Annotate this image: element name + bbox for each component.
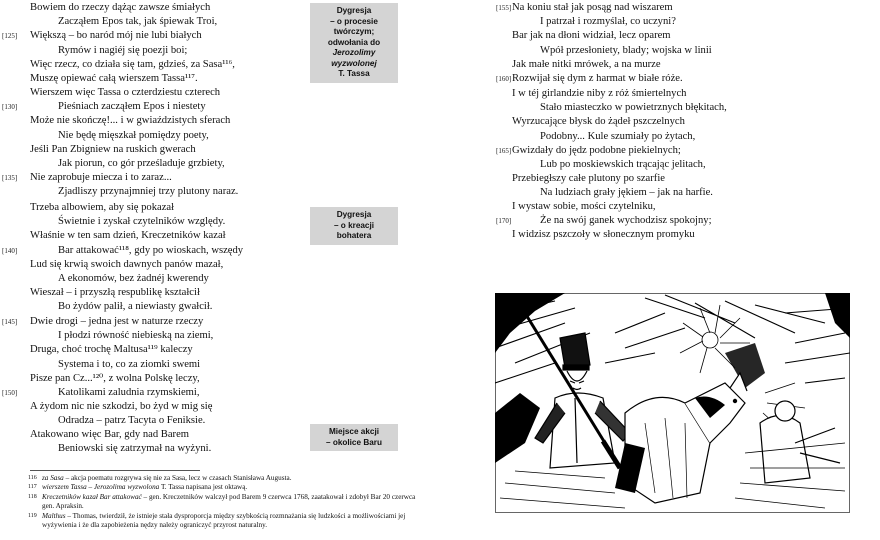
- verse-line: [512, 44, 872, 58]
- verse-line: [512, 228, 872, 242]
- verse-line: [30, 15, 280, 29]
- verse-line: [496, 144, 872, 158]
- gloss-line: T. Tassa: [338, 69, 370, 78]
- verse-line: [30, 1, 280, 15]
- verse-line: [30, 286, 280, 300]
- gloss-line: Jerozolimy: [332, 48, 376, 57]
- verse-text: I w téj girlandzie niby z róż śmiertelnych: [512, 88, 687, 99]
- verse-line: [30, 72, 280, 86]
- verse-text: Rymów i nagiéj się poezji boi;: [58, 44, 188, 56]
- verse-line: [512, 115, 872, 129]
- verse-text: Bar attakować¹¹⁸, gdy po wioskach, wszędy: [58, 244, 244, 256]
- footnote-text: T. Tassa napisana jest oktawą.: [159, 483, 248, 492]
- battle-illustration: [495, 293, 850, 513]
- verse-text: Gwizdały do jędz podobne piekielnych;: [512, 144, 681, 156]
- verse-text: Nie zaprobuje miecza i to zaraz...: [30, 172, 172, 184]
- verse-line: [2, 386, 280, 400]
- gloss-line: bohatera: [336, 231, 372, 240]
- footnote-term: Malthus: [42, 511, 66, 520]
- verse-text: Lud się krwią swoich dawnych panów mazał,: [30, 258, 224, 270]
- verse-line: [2, 100, 280, 114]
- footnotes: [30, 474, 425, 530]
- verse-line: [30, 329, 280, 343]
- verse-line: [30, 129, 280, 143]
- line-number: [140]: [2, 246, 18, 255]
- footnote-term: wierszem Tassa – Jerozolima wyzwolona: [42, 483, 160, 492]
- gloss-line: odwołania do: [327, 37, 381, 47]
- verse-line: [30, 272, 280, 286]
- verse-line: [512, 15, 872, 29]
- gloss-line: Dygresja: [336, 210, 372, 219]
- line-number: [145]: [2, 318, 18, 326]
- verse-line: [30, 58, 280, 72]
- verse-text: Jeśli Pan Zbigniew na ruskich gwerach: [30, 143, 196, 155]
- verse-line: [512, 130, 872, 144]
- verse-line: [30, 86, 280, 100]
- stanza-8: [496, 200, 872, 243]
- verse-text: Lub po moskiewskich trącając jelitach,: [540, 158, 706, 170]
- footnote-text: – akcja poematu rozgrywa się nie za Sasa, lecz w czasach Stanisława Augusta.: [63, 474, 292, 482]
- stanza-4: [2, 315, 280, 429]
- verse-line: [2, 171, 280, 185]
- stanza-7: [496, 87, 872, 201]
- verse-line: [512, 101, 872, 115]
- verse-text: Rozwijał się dym z harmat w białe róże.: [512, 72, 683, 84]
- footnote: [30, 512, 425, 531]
- verse-text: Druga, choć trochę Maltusa¹¹⁹ kaleczy: [30, 344, 193, 356]
- verse-text: Większą – bo naród mój nie lubi białych: [30, 30, 202, 42]
- stanza-2: [2, 86, 280, 200]
- footnote: [30, 483, 425, 492]
- verse-text: Że na swój ganek wychodzisz spokojny;: [540, 215, 712, 227]
- footnote-text: – Thomas, twierdził, że istnieje stała dysproporcja między szybkością rozmnażania się ludzkości a możliwościami jej wyżywienia i że dla zapobieżenia nędzy należy ograniczyć przyrost naturalny.: [42, 511, 406, 530]
- verse-text: Dwie drogi – jedna jest w naturze rzeczy: [30, 316, 204, 327]
- footnote-number: 119: [28, 512, 37, 519]
- verse-text: Zacząłem Epos tak, jak śpiewak Troi,: [58, 16, 218, 28]
- verse-line: [512, 58, 872, 72]
- verse-text: Na ludziach grały jękiem – jak na harfie.: [540, 187, 713, 199]
- margin-gloss-digression-creative-process: [310, 3, 398, 83]
- verse-line: [2, 244, 280, 258]
- verse-text: Wieszał – i przyszłą respublikę kształcił: [30, 287, 200, 299]
- verse-text: I płodzi równość niebieską na ziemi,: [58, 330, 214, 342]
- stanza-6: [496, 1, 872, 86]
- footnote-rule: [30, 470, 200, 471]
- footnote-number: 117: [28, 484, 37, 491]
- verse-line: [30, 442, 280, 456]
- gloss-line: – o procesie: [330, 16, 378, 26]
- gloss-line: Dygresja: [336, 6, 372, 15]
- verse-line: [30, 358, 280, 372]
- verse-line: [30, 185, 280, 199]
- verse-text: Wierszem więc Tassa o czterdziestu czterech: [30, 87, 221, 98]
- footnote: [30, 493, 425, 512]
- verse-text: Wyrzucające błysk do żądeł pszczelnych: [512, 116, 685, 128]
- verse-line: [30, 343, 280, 357]
- footnote: [30, 474, 425, 483]
- verse-text: A żydom nic nie szkodzi, bo żyd w mig się: [30, 401, 213, 413]
- verse-line: [496, 72, 872, 86]
- verse-text: Pisze pan Cz...¹²⁰, z wolna Polskę leczy,: [30, 372, 200, 384]
- verse-line: [512, 186, 872, 200]
- margin-gloss-setting: [310, 424, 398, 451]
- line-number: [130]: [2, 103, 18, 112]
- line-number: [160]: [496, 74, 512, 83]
- verse-line: [512, 200, 872, 214]
- gloss-line: twórczym;: [333, 27, 375, 36]
- verse-text: A ekonomów, bez żadnéj kwerendy: [58, 272, 209, 284]
- verse-line: [512, 172, 872, 186]
- footnote-text: – gen. Kreczetników walczył pod Barem 9 czerwca 1768, zaatakował i zdobył Bar 20 czerwca gen. Apraksin.: [42, 492, 416, 511]
- verse-line: [30, 215, 280, 229]
- footnote-body: [30, 512, 425, 531]
- verse-line: [30, 44, 280, 58]
- verse-text: Beniowski się zatrzymał na wyżyni.: [58, 443, 212, 455]
- verse-text: Więc rzecz, co działa się tam, gdzieś, za Sasa¹¹⁶,: [30, 58, 235, 70]
- verse-text: Pieśniach zacząłem Epos i niestety: [58, 101, 206, 113]
- verse-text: Bar jak na dłoni widział, lecz oparem: [512, 30, 671, 42]
- gloss-line: – o kreacji: [333, 220, 375, 230]
- verse-text: Zjadliszy przynajmniej trzy plutony naraz.: [58, 186, 239, 198]
- footnote-body: [30, 483, 425, 492]
- verse-line: [30, 229, 280, 243]
- verse-line: [30, 114, 280, 128]
- verse-line: [2, 315, 280, 329]
- verse-text: Jak piorun, co gór prześladuje grzbiety,: [58, 157, 225, 169]
- verse-text: Trzeba albowiem, aby się pokazał: [30, 202, 175, 213]
- verse-line: [30, 372, 280, 386]
- verse-text: Właśnie w ten sam dzień, Kreczetników kazał: [30, 230, 226, 242]
- verse-text: Bowiem do rzeczy dążąc zawsze śmiałych: [30, 2, 211, 13]
- verse-text: I patrzał i rozmyślał, co uczyni?: [540, 16, 676, 28]
- verse-text: Muszę opiewać całą wierszem Tassa¹¹⁷.: [30, 72, 198, 84]
- stanza-1: [2, 1, 280, 86]
- verse-text: Na koniu stał jak posąg nad wiszarem: [512, 2, 673, 13]
- verse-line: [30, 258, 280, 272]
- verse-line: [2, 29, 280, 43]
- line-number: [170]: [496, 217, 512, 226]
- line-number: [135]: [2, 174, 18, 183]
- verse-line: [30, 428, 280, 442]
- verse-line: [30, 143, 280, 157]
- verse-text: Stało miasteczko w powietrznych błękitach,: [540, 102, 727, 114]
- verse-text: Systema i to, co za ziomki swemi: [58, 358, 201, 370]
- verse-line: [30, 157, 280, 171]
- verse-line: [30, 400, 280, 414]
- verse-text: I wystaw sobie, mości czytelniku,: [512, 201, 656, 212]
- verse-line: [496, 214, 872, 228]
- stanza-3: [2, 201, 280, 315]
- verse-text: Może nie skończę!... i w gwiaździstych sferach: [30, 115, 231, 127]
- verse-text: Przebiegłszy całe plutony po szarfie: [512, 173, 665, 185]
- verse-text: Jak małe nitki mrówek, a na murze: [512, 58, 661, 70]
- verse-text: Bo żydów palił, a niewiasty gwałcił.: [58, 301, 213, 313]
- footnote-body: [30, 493, 425, 512]
- verse-line: [512, 29, 872, 43]
- verse-line: [30, 300, 280, 314]
- footnote-number: 118: [28, 493, 37, 500]
- line-number: [155]: [496, 4, 512, 12]
- stanza-5: [30, 428, 280, 456]
- verse-line: [512, 87, 872, 101]
- line-number: [165]: [496, 146, 512, 155]
- gloss-line: wyzwolonej: [331, 58, 377, 68]
- verse-text: Wpół przesłoniety, blady; wojska w linii: [540, 44, 712, 56]
- verse-line: [512, 158, 872, 172]
- footnote-number: 116: [28, 475, 37, 481]
- verse-text: Świetnie i zyskał czytelników względy.: [58, 216, 226, 228]
- verse-line: [30, 201, 280, 215]
- verse-text: I widzisz pszczoły w słonecznym promyku: [512, 229, 695, 241]
- verse-line: [30, 414, 280, 428]
- footnote-term: za Sasa: [42, 474, 64, 482]
- verse-text: Nie będę mięszkał pomiędzy poety,: [58, 129, 209, 141]
- verse-text: Atakowano więc Bar, gdy nad Barem: [30, 429, 190, 440]
- margin-gloss-digression-hero: [310, 207, 398, 245]
- footnote-term: Kreczetników kazał Bar attakować: [42, 492, 142, 501]
- verse-text: Podobny... Kule szumiały po żytach,: [540, 130, 696, 142]
- verse-text: Odradza – patrz Tacyta o Feniksie.: [58, 415, 206, 427]
- verse-line: [496, 1, 872, 15]
- verse-text: Katolikami zaludnia rzymskiemi,: [58, 386, 200, 398]
- line-number: [150]: [2, 388, 18, 397]
- line-number: [125]: [2, 32, 18, 41]
- footnote-body: [30, 474, 425, 483]
- gloss-line: Miejsce akcji: [328, 427, 380, 436]
- gloss-line: – okolice Baru: [326, 437, 382, 447]
